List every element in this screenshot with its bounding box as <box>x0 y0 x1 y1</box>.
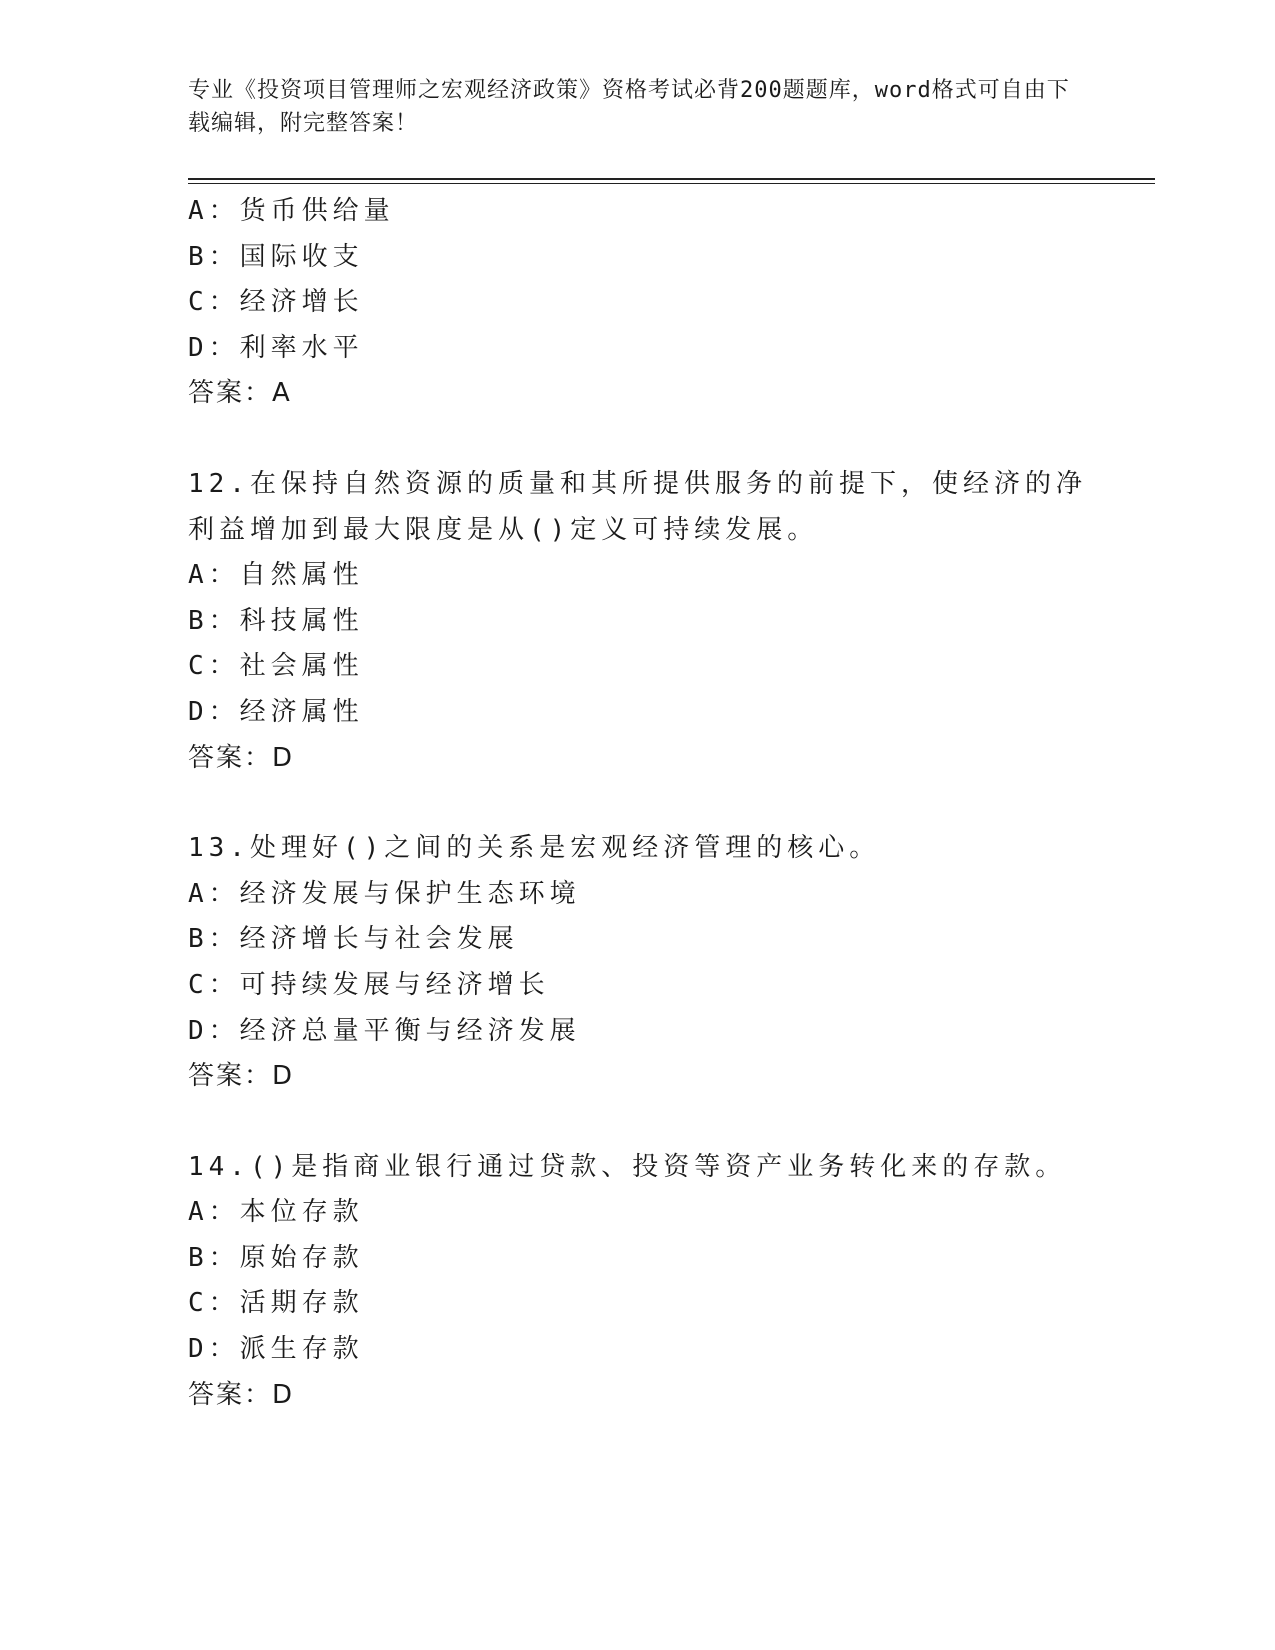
option-d: D：经济总量平衡与经济发展 <box>188 1015 581 1046</box>
answer-line <box>188 1373 1088 1419</box>
answer-label: 答案： <box>188 1061 273 1092</box>
question-block-continued <box>188 189 1088 417</box>
answer-value: D <box>272 742 295 773</box>
question-block <box>188 826 1088 1100</box>
answer-label: 答案： <box>188 1379 273 1410</box>
answer-line <box>188 371 1088 417</box>
answer-value: D <box>272 1379 295 1410</box>
option-d: D：派生存款 <box>188 1334 364 1365</box>
question-text: 14.()是指商业银行通过贷款、投资等资产业务转化来的存款。 <box>188 1151 1067 1182</box>
answer-label: 答案： <box>188 742 273 773</box>
question-text: 13.处理好()之间的关系是宏观经济管理的核心。 <box>188 833 881 864</box>
option-c: C：经济增长 <box>188 287 364 318</box>
option-a: A：货币供给量 <box>188 196 395 226</box>
option-b: B：经济增长与社会发展 <box>188 924 519 955</box>
answer-value: D <box>272 1061 295 1092</box>
answer-line <box>188 1054 1088 1100</box>
option-d: D：经济属性 <box>188 696 364 727</box>
question-block <box>188 462 1088 781</box>
header-rule-thin <box>188 183 1155 184</box>
option-b: B：国际收支 <box>188 241 364 272</box>
header-rule <box>188 178 1155 180</box>
question-list <box>188 189 1088 1418</box>
answer-value: A <box>272 378 292 409</box>
option-b: B：原始存款 <box>188 1242 364 1273</box>
question-block <box>188 1145 1088 1419</box>
option-c: C：社会属性 <box>188 651 364 682</box>
option-d: D：利率水平 <box>188 332 364 363</box>
option-b: B：科技属性 <box>188 605 364 636</box>
answer-label: 答案： <box>188 378 273 409</box>
option-a: A：经济发展与保护生态环境 <box>188 878 581 909</box>
option-a: A：本位存款 <box>188 1197 364 1228</box>
option-c: C：可持续发展与经济增长 <box>188 969 550 1000</box>
answer-line <box>188 736 1088 782</box>
document-header: 专业《投资项目管理师之宏观经济政策》资格考试必背200题题库，word格式可自由下载编辑，附完整答案！ <box>188 78 1070 136</box>
option-a: A：自然属性 <box>188 560 364 591</box>
question-text: 12.在保持自然资源的质量和其所提供服务的前提下，使经济的净利益增加到最大限度是从()定义可持续发展。 <box>188 468 1087 545</box>
option-c: C：活期存款 <box>188 1288 364 1319</box>
